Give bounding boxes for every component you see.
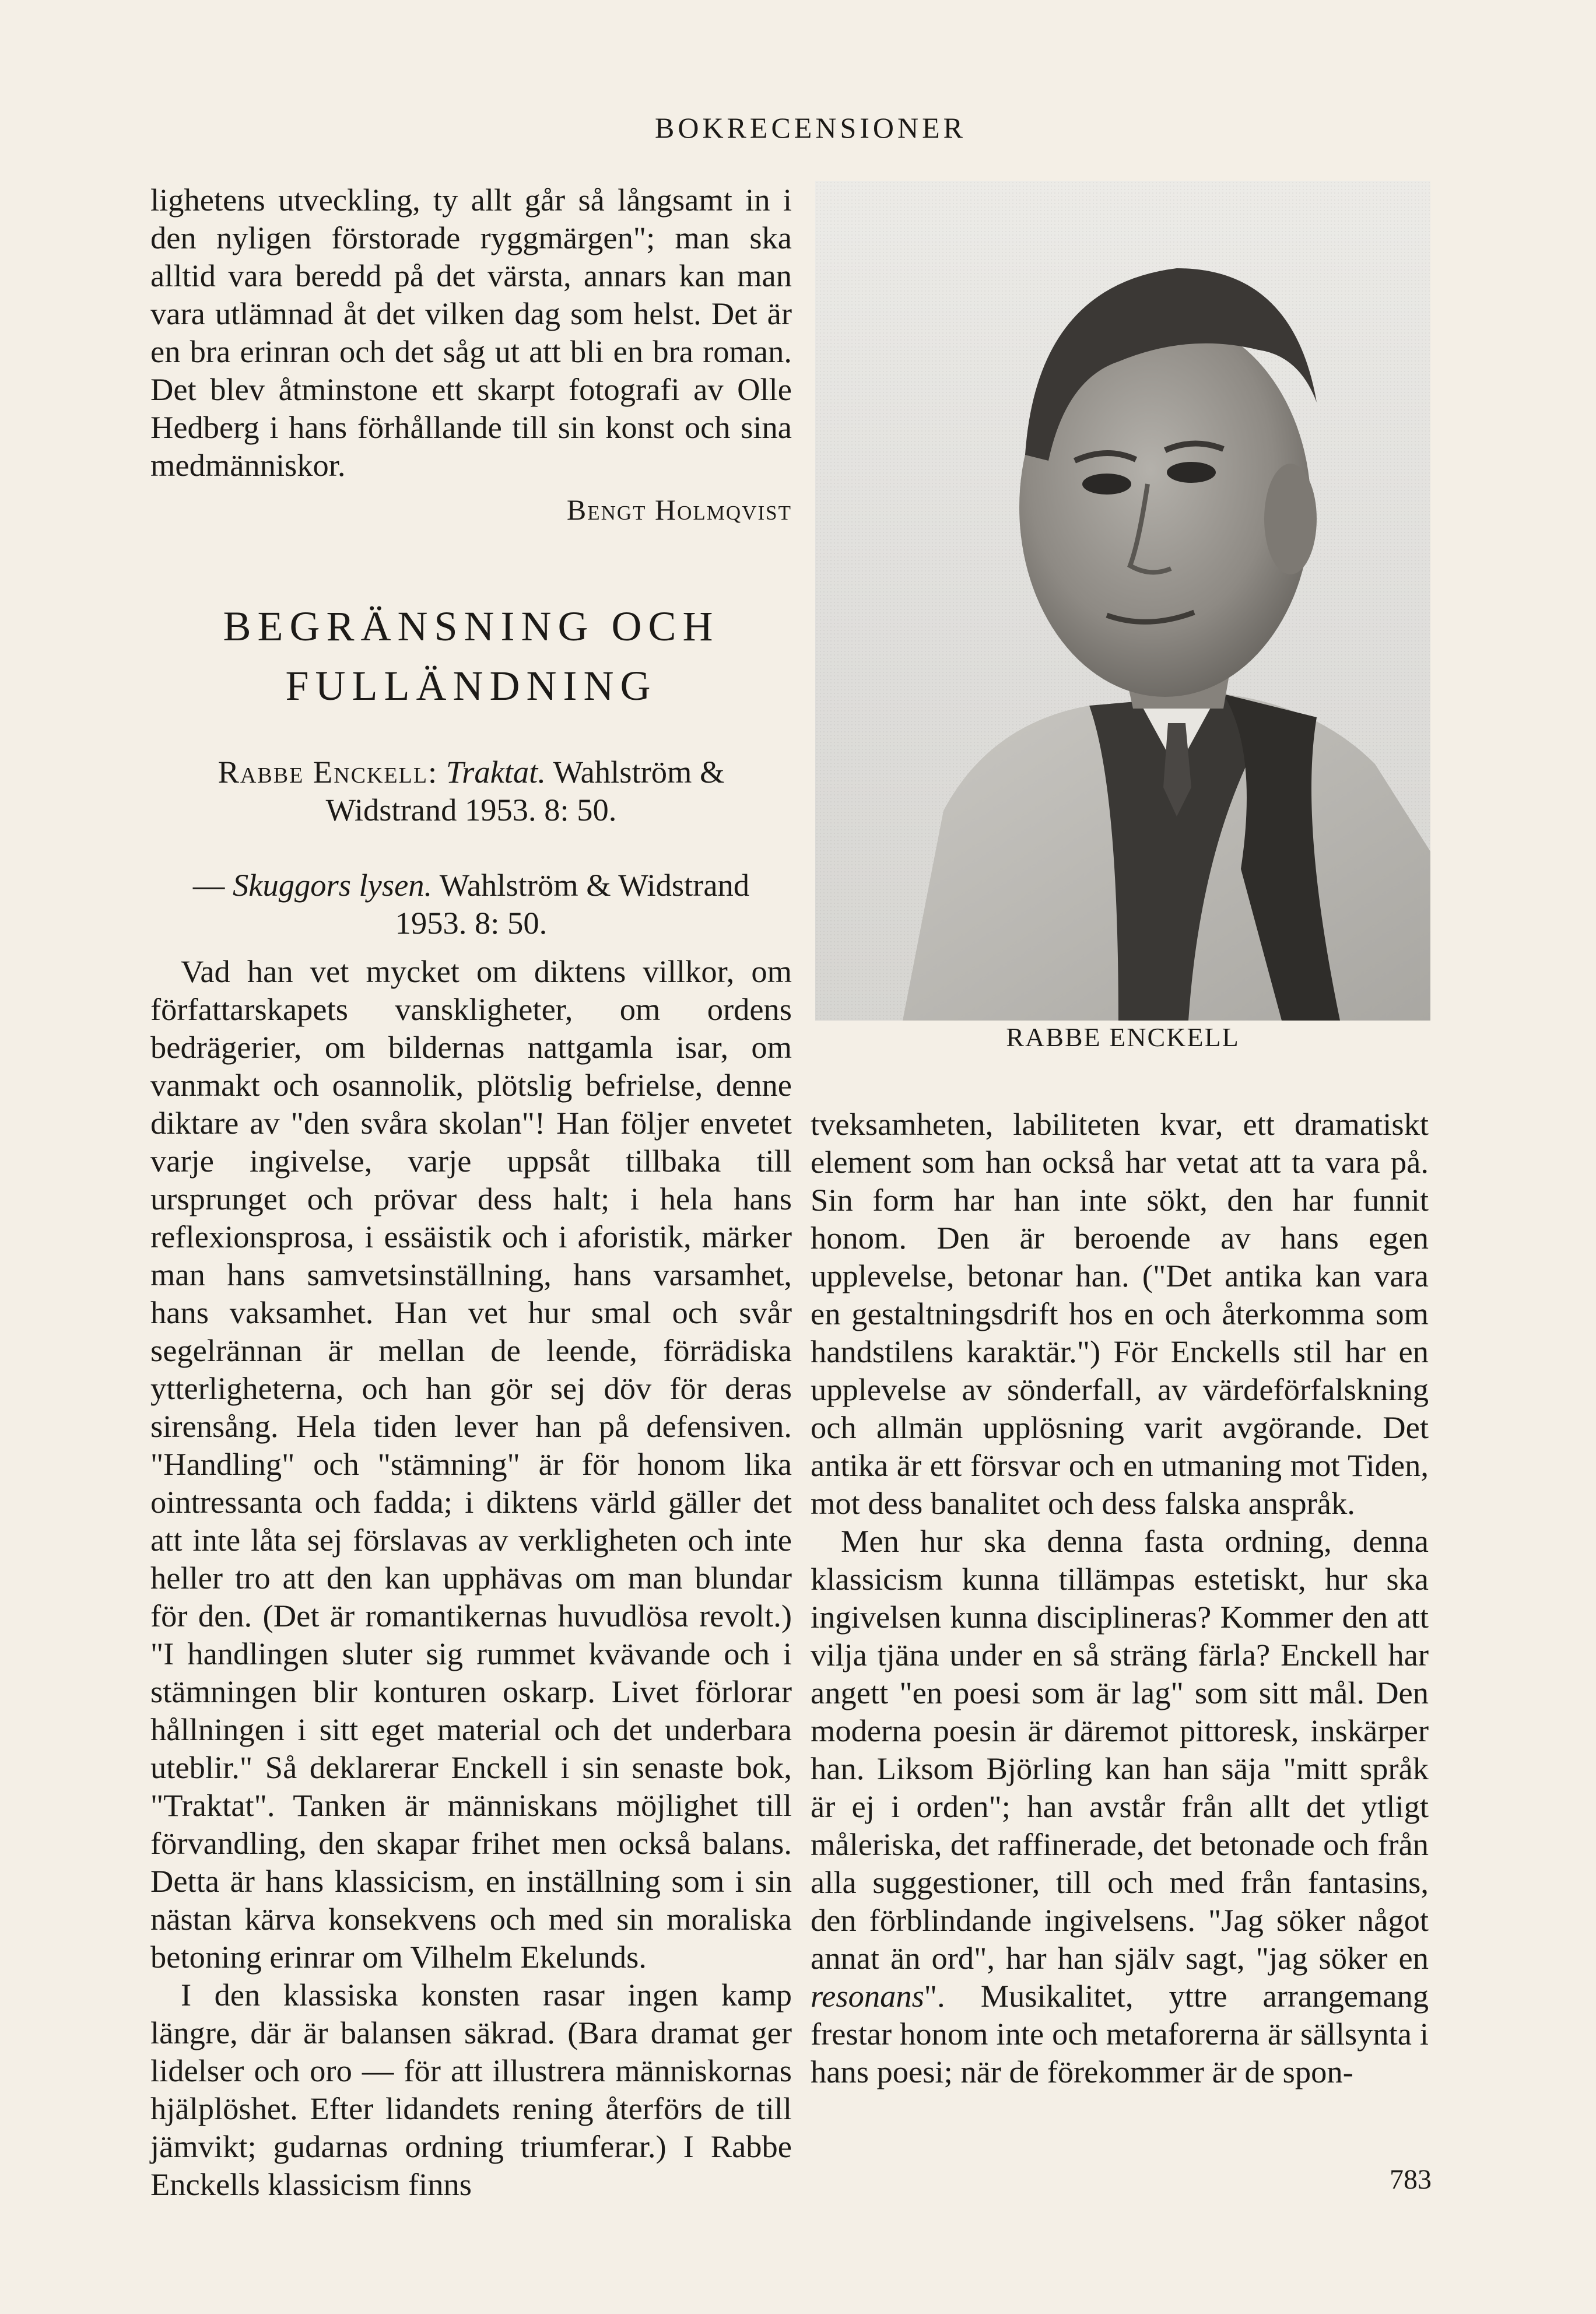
review-title-line-2: FULLÄNDNING (285, 662, 657, 709)
dash: — (192, 867, 225, 903)
review-title (150, 597, 792, 716)
book-title-traktat: Traktat. (446, 754, 546, 790)
book-publisher-1: Wahlström & Widstrand 1953. 8: 50. (325, 754, 725, 828)
left-column (150, 181, 792, 2203)
right-column (811, 1105, 1429, 2091)
book-author: Rabbe Enckell: (218, 754, 439, 790)
italic-word-resonans: resonans (811, 1978, 924, 2014)
review-title-line-1: BEGRÄNSNING OCH (223, 603, 720, 650)
body-paragraph-1: Vad han vet mycket om diktens villkor, om författarskapets vanskligheter, om ordens bedrägerier, om bildernas nattgamla isar, om vanmakt och osannolik, plötslig befrielse, denne diktare av "den svåra skolan"! Han följer envetet varje ingivelse, varje uppsåt tillbaka till ursprunget och prövar dess halt; i hela hans reflexionsprosa, i essäistik och i aforistik, märker man hans samvetsinställning, hans varsamhet, hans vaksamhet. Han vet hur smal och svår segelrännan är mellan de leende, förrädiska ytterligheterna, och han gör sej döv för deras sirensång. Hela tiden lever han på defensiven. "Handling" och "stämning" är för honom lika ointressanta och fadda; i diktens värld gäller det att inte låta sej förslavas av verkligheten och inte heller tro att den kan upphävas om man blundar för den. (Det är romantikernas huvudlösa revolt.) "I handlingen sluter sig rummet kvävande och i stämningen blir konturen oskarp. Livet förlorar hållningen i sitt eget material och det underbara uteblir." Så deklarerar Enckell i sin senaste bok, "Traktat". Tanken är människans möjlighet till förvandling, den skapar frihet men också balans. Detta är hans klassicism, en inställning som i sin nästan kärva konsekvens och med sin moraliska betoning erinrar om Vilhelm Ekelunds. (150, 953, 792, 1975)
book-publisher-2b: 1953. 8: 50. (395, 905, 548, 941)
body-paragraph-4 (811, 1522, 1429, 2091)
page-number: 783 (1390, 2164, 1432, 2195)
book-title-skuggors-lysen: Skuggors lysen. (233, 867, 433, 903)
book-publisher-2a: Wahlström & Widstrand (439, 867, 750, 903)
reviewer-signature: Bengt Holmqvist (566, 493, 792, 526)
previous-review-ending: lighetens utveckling, ty allt går så långsamt in i den nyligen förstorade ryggmärgen"; man ska alltid vara beredd på det värsta, annars kan man vara utlämnad åt det vilken dag som helst. Det är en bra erinran och det såg ut att bli en bra roman. Det blev åtminstone ett skarpt fotografi av Olle Hedberg i hans förhållande till sin konst och sina medmänniskor. (150, 182, 792, 483)
paragraph-4-part-b: ". Musikalitet, yttre arrangemang frestar honom inte och metaforerna är sällsynta i hans poesi; när de förekommer är de spon- (811, 1978, 1429, 2089)
body-paragraph-3: tveksamheten, labiliteten kvar, ett dramatiskt element som han också har vetat att ta vara på. Sin form har han inte sökt, den har funnit honom. Den är beroende av hans egen upplevelse, betonar han. ("Det antika kan vara en gestaltningsdrift hos en och återkomma som handstilens karaktär.") För Enckells stil har en upplevelse av sönderfall, av värdeförfalskning och allmän upplösning varit avgörande. Det antika är ett försvar och en utmaning mot Tiden, mot dess banalitet och dess falska anspråk. (811, 1106, 1429, 1521)
bibliographic-entry-1 (150, 753, 792, 829)
author-photograph (815, 181, 1430, 1021)
portrait-illustration (815, 181, 1430, 1021)
body-paragraph-2: I den klassiska konsten rasar ingen kamp längre, där är balansen säkrad. (Bara dramat ger lidelser och oro — för att illustrera människornas hjälplöshet. Efter lidandets rening återförs de till jämvikt; gudarnas ordning triumferar.) I Rabbe Enckells klassicism finns (150, 1977, 792, 2202)
bibliographic-entry-2 (150, 866, 792, 942)
photo-caption: RABBE ENCKELL (1006, 1022, 1240, 1052)
running-head: BOKRECENSIONER (654, 111, 967, 144)
paragraph-4-part-a: Men hur ska denna fasta ordning, denna klassicism kunna tillämpas estetiskt, hur ska ingivelsen kunna disciplineras? Kommer den att vilja tjäna under en så sträng färla? Enckell har angett "en poesi som är lag" som sitt mål. Den moderna poesin är däremot pittoresk, inskärper han. Liksom Björling kan han säja "mitt språk är ej i orden"; han avstår från allt det ytligt måleriska, det raffinerade, det betonade och från alla suggestioner, till och med från fantasins, den förblindande ingivelsens. "Jag söker något annat än ord", har han själv sagt, "jag söker en (811, 1523, 1429, 1976)
